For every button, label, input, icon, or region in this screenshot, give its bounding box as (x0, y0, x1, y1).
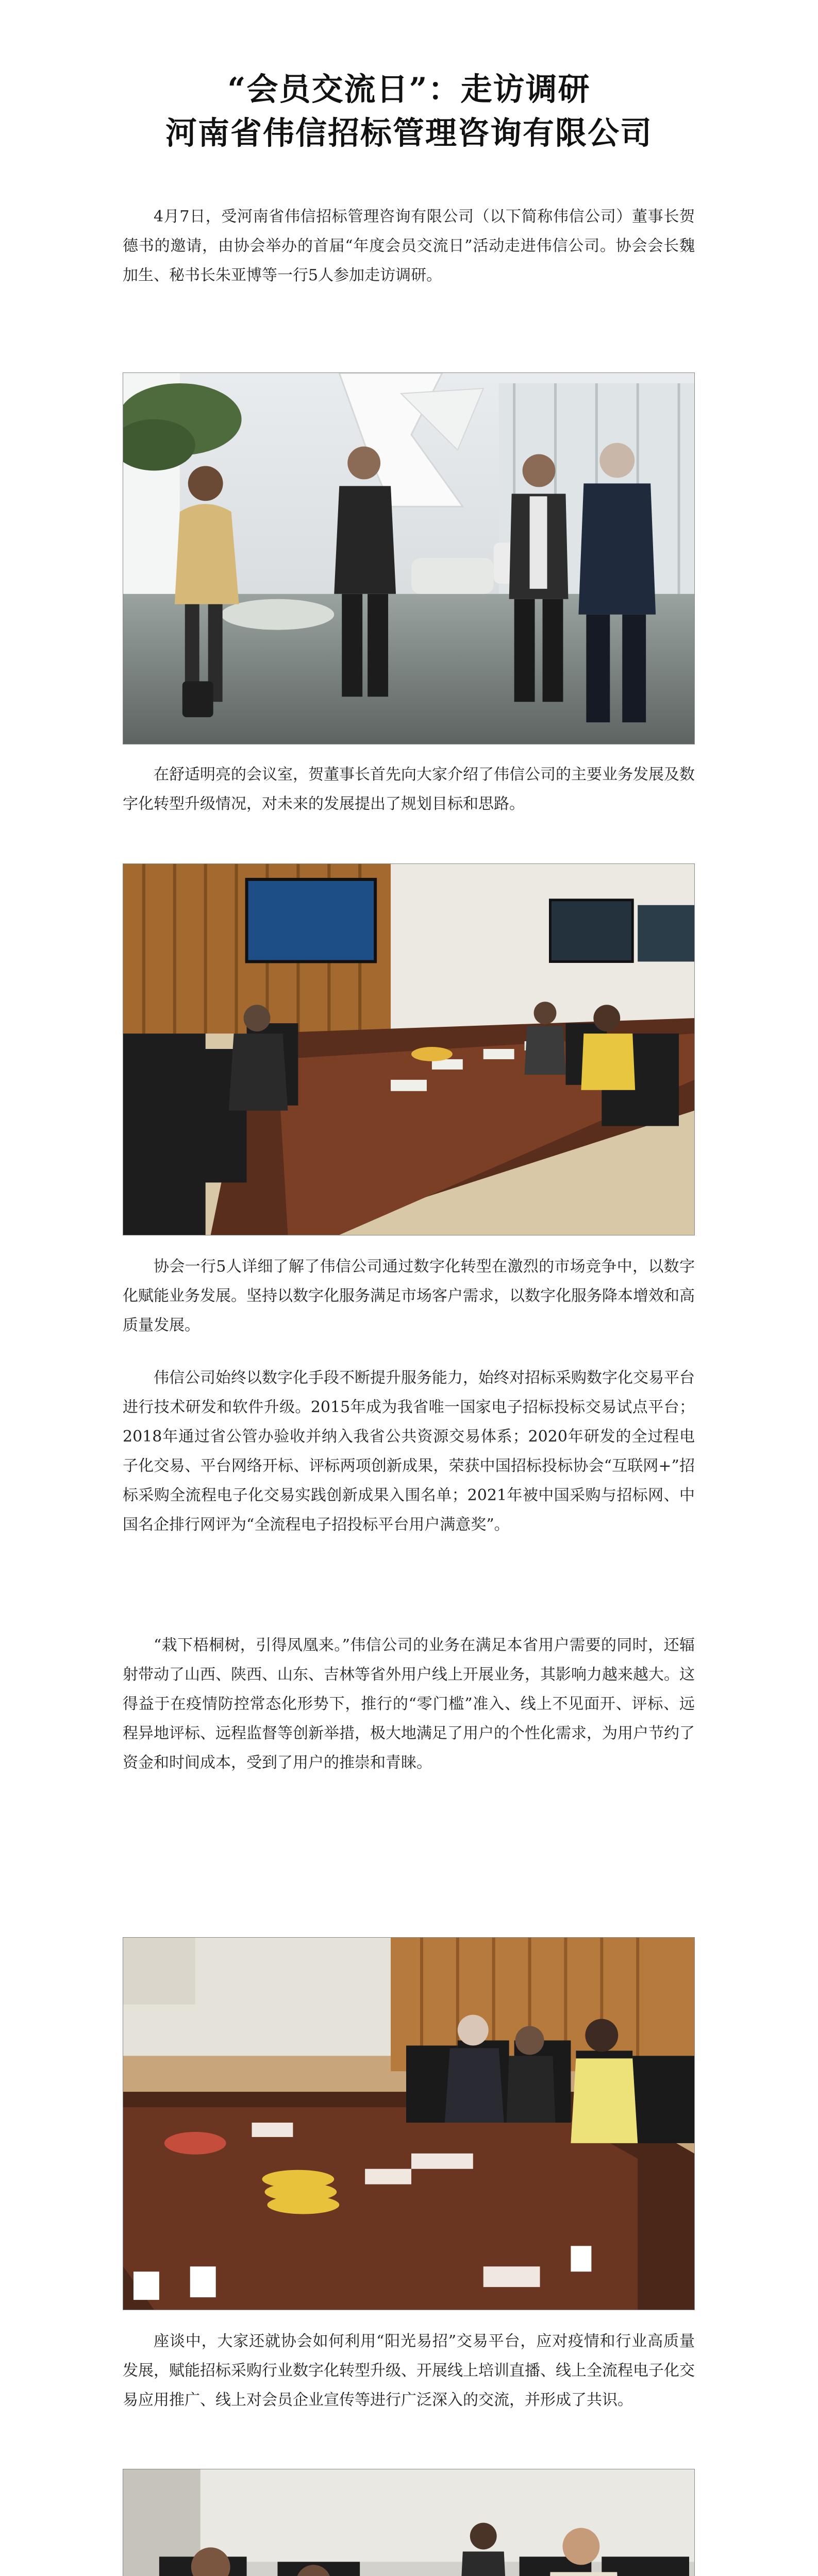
paragraph-6: 座谈中，大家还就协会如何利用“阳光易招”交易平台，应对疫情和行业高质量发展，赋能招标采购行业数字化转型升级、开展线上培训直播、线上全流程电子化交易应用推广、线上对会员企业宣传等进行广泛深入的交流，并形成了共识。 (123, 2332, 695, 2409)
page-title-line1: “会员交流日”：走访调研 (227, 71, 591, 108)
photo-table-discussion (123, 1937, 695, 2310)
paragraph-3: 协会一行5人详细了解了伟信公司通过数字化转型在激烈的市场竞争中，以数字化赋能业务发展。坚持以数字化服务满足市场客户需求，以数字化服务降本增效和高质量发展。 (123, 1258, 695, 1334)
paragraph-5: “栽下梧桐树，引得凤凰来。”伟信公司的业务在满足本省用户需要的同时，还辐射带动了山西、陕西、山东、吉林等省外用户线上开展业务，其影响力越来越大。这得益于在疫情防控常态化形势下，推行的“零门槛”准入、线上不见面开、评标、远程异地评标、远程监督等创新举措，极大地满足了用户的个性化需求，为用户节约了资金和时间成本，受到了用户的推崇和青睐。 (123, 1636, 695, 1772)
photo-meeting-room (123, 863, 695, 1235)
paragraph-4: 伟信公司始终以数字化手段不断提升服务能力，始终对招标采购数字化交易平台进行技术研发和软件升级。2015年成为我省唯一国家电子招标投标交易试点平台；2018年通过省公管办验收并纳入我省公共资源交易体系；2020年研发的全过程电子化交易、平台网络开标、评标两项创新成果，荣获中国招标投标协会“互联网+”招标采购全流程电子化交易实践创新成果入围名单；2021年被中国采购与招标网、中国名企排行网评为“全流程电子招投标平台用户满意奖”。 (123, 1369, 695, 1534)
page-title-line2: 河南省伟信招标管理咨询有限公司 (165, 115, 653, 151)
paragraph-2: 在舒适明亮的会议室，贺董事长首先向大家介绍了伟信公司的主要业务发展及数字化转型升级情况，对未来的发展提出了规划目标和思路。 (123, 766, 695, 813)
photo-lobby-visit (123, 372, 695, 744)
photo-seated-participants (123, 2469, 695, 2576)
paragraph-1: 4月7日，受河南省伟信招标管理咨询有限公司（以下简称伟信公司）董事长贺德书的邀请，由协会举办的首届“年度会员交流日”活动走进伟信公司。协会会长魏加生、秘书长朱亚博等一行5人参加走访调研。 (123, 208, 695, 284)
